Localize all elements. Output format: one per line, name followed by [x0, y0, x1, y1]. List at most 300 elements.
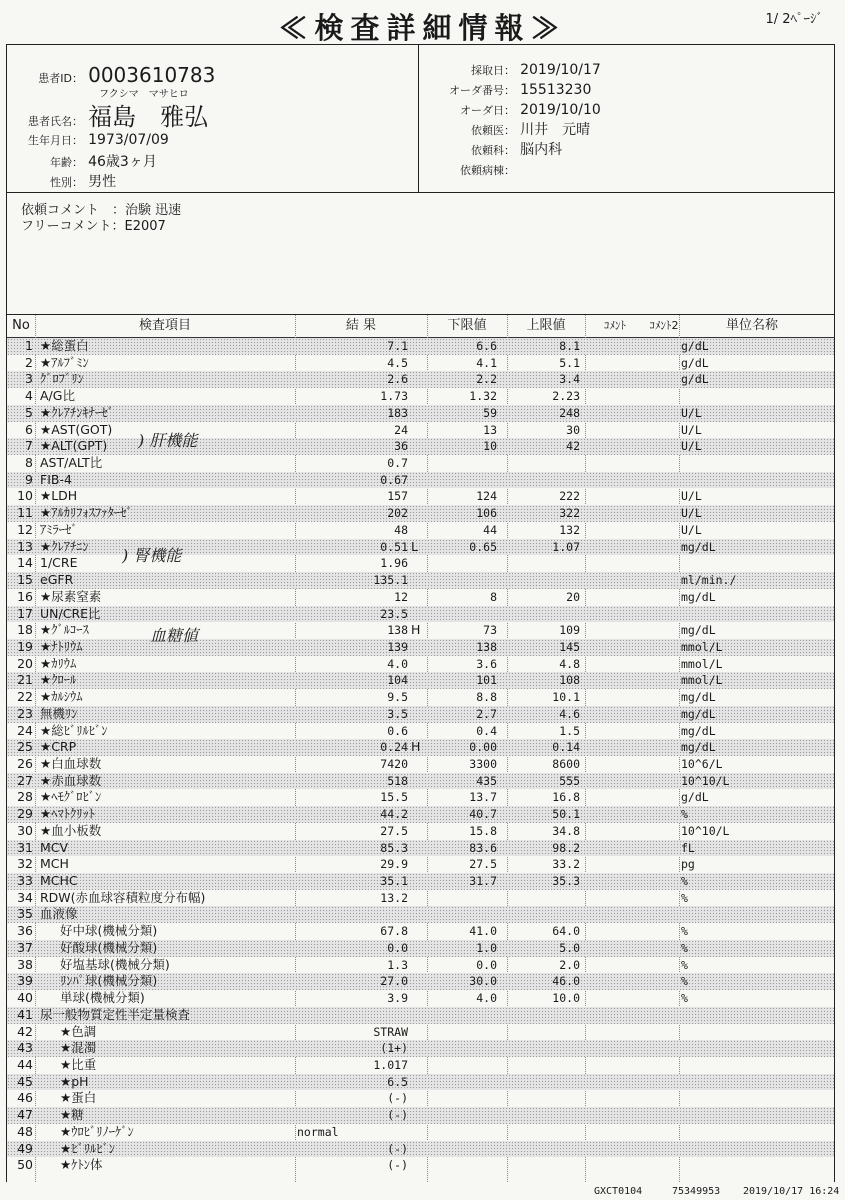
unit-name: mg/dL: [681, 623, 716, 638]
lower-limit: 0.65: [469, 539, 497, 554]
table-row: [7, 890, 834, 907]
lower-limit: [427, 572, 497, 589]
result-flag: [411, 656, 423, 673]
result-flag: [411, 672, 423, 689]
table-row: [7, 940, 834, 957]
unit-name: mmol/L: [681, 673, 723, 688]
header-comment2: ｺﾒﾝﾄ2: [649, 319, 679, 332]
upper-limit: [507, 1040, 580, 1057]
row-number: 49: [17, 1140, 33, 1156]
result-value: 7.1: [387, 339, 408, 353]
unit-name: [681, 455, 831, 472]
test-name: ★尿素窒素: [40, 588, 102, 604]
row-number: 20: [17, 655, 33, 671]
test-name: 尿一般物質定性半定量検査: [40, 1006, 191, 1022]
unit-name: [681, 1124, 831, 1141]
lower-limit: 59: [483, 405, 497, 420]
row-number: 33: [17, 873, 33, 889]
patient-id-label: 患者ID：: [38, 72, 83, 85]
handwritten-note-liver: ) 肝機能: [138, 431, 198, 450]
unit-name: g/dL: [681, 355, 709, 370]
row-number: 36: [17, 923, 33, 939]
result-flag: [411, 555, 423, 572]
lower-limit: [427, 1007, 497, 1024]
unit-name: pg: [681, 857, 695, 872]
result-flag: [411, 606, 423, 623]
lower-limit: [427, 1074, 497, 1091]
lower-limit: 0.4: [476, 723, 497, 738]
row-number: 19: [17, 638, 33, 654]
row-number: 27: [17, 772, 33, 788]
upper-limit: 8600: [552, 757, 580, 771]
order-no-row: [427, 79, 591, 98]
unit-name: %: [681, 974, 688, 989]
result-value: 35.1: [380, 874, 408, 889]
test-name: ★色調: [60, 1023, 97, 1039]
upper-limit: 1.5: [559, 723, 580, 738]
upper-limit: 145: [559, 639, 580, 654]
handwritten-note-sugar: 血糖値: [150, 626, 199, 645]
unit-name: g/dL: [681, 339, 709, 353]
header-unit: 単位名称: [725, 318, 778, 333]
table-row: [7, 1007, 834, 1024]
table-row: [7, 505, 834, 522]
table-row: [7, 706, 834, 723]
result-flag: [411, 789, 423, 806]
upper-limit: [507, 890, 580, 907]
result-flag: [411, 923, 423, 940]
unit-name: [681, 1107, 831, 1124]
result-flag: [411, 1157, 423, 1174]
result-value: 15.5: [380, 790, 408, 805]
unit-name: U/L: [681, 439, 702, 454]
table-row: [7, 1107, 834, 1124]
result-flag: [411, 823, 423, 840]
row-number: 40: [17, 990, 33, 1006]
sex-row: [21, 171, 116, 191]
upper-limit: 46.0: [552, 974, 580, 989]
upper-limit: [507, 1157, 580, 1174]
upper-limit: 98.2: [552, 840, 580, 855]
upper-limit: 10.0: [552, 991, 580, 1006]
result-value: 202: [387, 506, 408, 521]
test-name: ★混濁: [60, 1040, 97, 1056]
lower-limit: 101: [476, 673, 497, 688]
table-row: [7, 990, 834, 1007]
upper-limit: [507, 555, 580, 572]
dept-row: [427, 139, 562, 159]
row-number: 45: [17, 1073, 33, 1089]
lower-limit: [427, 890, 497, 907]
table-row: [7, 622, 834, 639]
test-name: 好中球(機械分類): [60, 923, 158, 939]
result-flag: [411, 973, 423, 990]
row-number: 41: [17, 1006, 33, 1022]
result-value: 104: [387, 673, 408, 688]
result-value: (1+): [380, 1041, 408, 1056]
upper-limit: 5.0: [559, 940, 580, 955]
lower-limit: 3300: [469, 757, 497, 771]
result-value: 135.1: [373, 573, 408, 588]
unit-name: U/L: [681, 422, 702, 437]
test-name: ★ｸﾛｰﾙ: [40, 672, 77, 688]
lower-limit: 31.7: [469, 874, 497, 889]
result-value: 0.51: [380, 539, 408, 554]
result-value: [295, 1007, 408, 1024]
test-name: ★AST(GOT): [40, 421, 113, 437]
unit-name: [681, 1024, 831, 1041]
table-row: [7, 1040, 834, 1057]
dob-label: 生年月日：: [28, 134, 83, 147]
row-number: 13: [17, 538, 33, 554]
result-value: 2.6: [387, 372, 408, 387]
unit-name: [681, 388, 831, 405]
unit-name: 10^6/L: [681, 757, 723, 771]
result-flag: [411, 505, 423, 522]
test-name: ★ｳﾛﾋﾞﾘﾉｰｹﾞﾝ: [60, 1123, 134, 1139]
unit-name: %: [681, 940, 688, 955]
lower-limit: [427, 455, 497, 472]
table-row: [7, 873, 834, 890]
row-number: 28: [17, 789, 33, 805]
test-name: ★pH: [60, 1073, 89, 1089]
result-flag: L: [411, 538, 418, 554]
table-row: [7, 1090, 834, 1107]
dept-label: 依頼科：: [471, 144, 515, 157]
page-indicator: 1/ 2ﾍﾟｰｼﾞ: [765, 12, 823, 27]
unit-name: [681, 1157, 831, 1174]
lower-limit: 27.5: [469, 857, 497, 872]
table-row: [7, 689, 834, 706]
test-name: ｸﾞﾛﾌﾞﾘﾝ: [40, 371, 84, 387]
row-number: 8: [25, 455, 33, 471]
result-flag: [411, 873, 423, 890]
row-number: 15: [17, 572, 33, 588]
test-name: 好塩基球(機械分類): [60, 956, 170, 972]
row-number: 39: [17, 973, 33, 989]
result-value: 138: [387, 623, 408, 638]
test-name: ★白血球数: [40, 756, 102, 771]
table-row: [7, 1057, 834, 1074]
upper-limit: 0.14: [552, 740, 580, 755]
unit-name: U/L: [681, 506, 702, 521]
result-flag: H: [411, 622, 421, 638]
test-name: ★ｸﾚｱﾁﾆﾝ: [40, 538, 89, 554]
lower-limit: [427, 1057, 497, 1074]
row-number: 50: [17, 1157, 33, 1173]
result-flag: [411, 639, 423, 656]
row-number: 12: [17, 521, 33, 537]
test-name: ★ｱﾙﾌﾞﾐﾝ: [40, 354, 89, 370]
unit-name: [681, 1040, 831, 1057]
table-row: [7, 488, 834, 505]
result-flag: [411, 1124, 423, 1141]
upper-limit: 132: [559, 522, 580, 537]
upper-limit: [507, 455, 580, 472]
result-flag: [411, 1090, 423, 1107]
upper-limit: 20: [566, 589, 580, 604]
unit-name: %: [681, 807, 688, 822]
row-number: 32: [17, 856, 33, 872]
table-row: [7, 789, 834, 806]
row-number: 30: [17, 822, 33, 838]
result-value: 29.9: [380, 857, 408, 872]
lower-limit: 83.6: [469, 840, 497, 855]
table-row: [7, 522, 834, 539]
row-number: 23: [17, 705, 33, 721]
upper-limit: [507, 1007, 580, 1024]
doctor-row: [427, 119, 590, 139]
upper-limit: 322: [559, 506, 580, 521]
result-flag: [411, 522, 423, 539]
dob-row: [21, 129, 169, 148]
result-flag: [411, 706, 423, 723]
row-number: 4: [25, 388, 33, 404]
header-no: No: [12, 318, 30, 333]
lower-limit: [427, 1090, 497, 1107]
unit-name: fL: [681, 840, 695, 855]
test-name: ﾘﾝﾊﾟ球(機械分類): [60, 973, 158, 989]
test-name: MCHC: [40, 873, 78, 889]
result-value: 85.3: [380, 840, 408, 855]
lower-limit: 6.6: [476, 339, 497, 353]
unit-name: mmol/L: [681, 656, 723, 671]
lower-limit: 41.0: [469, 924, 497, 939]
lower-limit: [427, 1157, 497, 1174]
dob-value: 1973/07/09: [88, 132, 169, 148]
lower-limit: [427, 1141, 497, 1158]
sex-value: 男性: [88, 174, 117, 190]
test-name: eGFR: [40, 572, 74, 588]
patient-name-row: [21, 97, 208, 132]
header-divider: [418, 45, 419, 192]
upper-limit: 33.2: [552, 857, 580, 872]
lower-limit: 2.2: [476, 372, 497, 387]
unit-name: [681, 1057, 831, 1074]
lower-limit: 13: [483, 422, 497, 437]
unit-name: [681, 606, 831, 623]
row-number: 6: [25, 421, 33, 437]
lower-limit: 3.6: [476, 656, 497, 671]
test-name: ★比重: [60, 1056, 97, 1072]
unit-name: %: [681, 874, 688, 889]
row-number: 25: [17, 739, 33, 755]
table-row: [7, 906, 834, 923]
unit-name: U/L: [681, 522, 702, 537]
row-number: 34: [17, 889, 33, 905]
result-value: 1.73: [380, 389, 408, 404]
unit-name: mg/dL: [681, 723, 716, 738]
ward-row: [427, 159, 515, 178]
order-date-row: [427, 99, 601, 118]
unit-name: [681, 1090, 831, 1107]
row-number: 14: [17, 555, 33, 571]
row-number: 31: [17, 839, 33, 855]
unit-name: [681, 906, 831, 923]
test-name: ★ﾍﾓｸﾞﾛﾋﾞﾝ: [40, 789, 102, 805]
test-name: RDW(赤血球容積粒度分布幅): [40, 889, 206, 905]
test-name: 単球(機械分類): [60, 990, 145, 1006]
table-row: [7, 388, 834, 405]
upper-limit: [507, 1024, 580, 1041]
result-value: 36: [394, 439, 408, 454]
lower-limit: 13.7: [469, 790, 497, 805]
test-name: AST/ALT比: [40, 455, 103, 471]
test-name: ★ALT(GPT): [40, 438, 108, 454]
upper-limit: 42: [566, 439, 580, 454]
test-name: ★ﾅﾄﾘｳﾑ: [40, 638, 83, 654]
result-flag: [411, 856, 423, 873]
upper-limit: [507, 1057, 580, 1074]
row-number: 11: [17, 505, 33, 521]
table-row: [7, 1074, 834, 1091]
result-flag: [411, 689, 423, 706]
table-row: [7, 723, 834, 740]
result-flag: [411, 472, 423, 489]
result-flag: [411, 1141, 423, 1158]
table-row: [7, 371, 834, 388]
order-no: 15513230: [520, 82, 592, 98]
lower-limit: 435: [476, 773, 497, 788]
test-name: 血液像: [40, 906, 78, 922]
upper-limit: [507, 1074, 580, 1091]
patient-id-row: [21, 63, 215, 87]
result-flag: [411, 455, 423, 472]
lower-limit: 4.1: [476, 355, 497, 370]
result-value: STRAW: [373, 1024, 408, 1039]
upper-limit: [507, 606, 580, 623]
upper-limit: 2.0: [559, 957, 580, 972]
upper-limit: [507, 472, 580, 489]
test-name: ★CRP: [40, 739, 77, 755]
header-upper: 上限値: [526, 318, 566, 333]
footer-code: 75349953: [672, 1186, 721, 1197]
table-row: [7, 1157, 834, 1174]
upper-limit: 64.0: [552, 924, 580, 939]
table-row: [7, 572, 834, 589]
unit-name: %: [681, 991, 688, 1006]
patient-name: 福島 雅弘: [88, 103, 209, 131]
test-name: 無機ﾘﾝ: [40, 705, 78, 721]
table-row: [7, 756, 834, 773]
row-number: 16: [17, 588, 33, 604]
result-flag: [411, 338, 423, 355]
unit-name: U/L: [681, 405, 702, 420]
order-date: 2019/10/10: [520, 102, 601, 118]
result-value: (-): [387, 1158, 408, 1173]
result-flag: [411, 488, 423, 505]
lower-limit: [427, 472, 497, 489]
test-name: 好酸球(機械分類): [60, 939, 158, 955]
result-flag: [411, 1107, 423, 1124]
upper-limit: 109: [559, 623, 580, 638]
lower-limit: 106: [476, 506, 497, 521]
order-date-label: オーダ日：: [460, 104, 515, 117]
upper-limit: 16.8: [552, 790, 580, 805]
footer-printed: 2019/10/17 16:24: [743, 1186, 840, 1197]
lower-limit: [427, 1124, 497, 1141]
doctor-value: 川井 元晴: [520, 122, 591, 138]
upper-limit: [507, 906, 580, 923]
lower-limit: 73: [483, 623, 497, 638]
table-row: [7, 656, 834, 673]
result-flag: [411, 806, 423, 823]
result-flag: [411, 355, 423, 372]
upper-limit: [507, 1107, 580, 1124]
table-header: [7, 315, 834, 338]
result-flag: [411, 773, 423, 790]
test-name: ★ﾍﾏﾄｸﾘｯﾄ: [40, 806, 95, 822]
lower-limit: 4.0: [476, 991, 497, 1006]
unit-name: 10^10/L: [681, 773, 730, 788]
table-row: [7, 957, 834, 974]
table-row: [7, 1024, 834, 1041]
ward-label: 依頼病棟：: [460, 164, 515, 177]
unit-name: [681, 472, 831, 489]
table-row: [7, 823, 834, 840]
table-row: [7, 639, 834, 656]
result-value: 44.2: [380, 807, 408, 822]
result-value: 4.0: [387, 656, 408, 671]
row-number: 9: [25, 471, 33, 487]
unit-name: mmol/L: [681, 639, 723, 654]
result-value: 27.0: [380, 974, 408, 989]
upper-limit: [507, 1090, 580, 1107]
test-name: MCV: [40, 839, 69, 855]
table-row: [7, 773, 834, 790]
upper-limit: 34.8: [552, 823, 580, 838]
table-row: [7, 606, 834, 623]
header-result: 結 果: [345, 318, 377, 333]
row-number: 24: [17, 722, 33, 738]
result-flag: [411, 906, 423, 923]
result-value: normal: [297, 1124, 339, 1139]
result-flag: [411, 990, 423, 1007]
result-flag: [411, 572, 423, 589]
result-flag: [411, 438, 423, 455]
result-value: 0.7: [387, 456, 408, 471]
row-number: 42: [17, 1023, 33, 1039]
result-value: 48: [394, 522, 408, 537]
upper-limit: 555: [559, 773, 580, 788]
patient-order-header: [6, 44, 835, 193]
unit-name: [681, 1141, 831, 1158]
unit-name: ml/min./: [681, 573, 737, 588]
row-number: 47: [17, 1107, 33, 1123]
row-number: 2: [25, 354, 33, 370]
unit-name: %: [681, 890, 688, 905]
lower-limit: 30.0: [469, 974, 497, 989]
dept-value: 脳内科: [520, 142, 563, 158]
table-row: [7, 589, 834, 606]
result-value: 3.5: [387, 706, 408, 721]
table-row: [7, 338, 834, 355]
result-flag: [411, 723, 423, 740]
result-flag: [411, 940, 423, 957]
test-name: ★ｸﾚｱﾁﾝｷﾅｰｾﾞ: [40, 404, 114, 420]
test-name: ★ｱﾙｶﾘﾌｫｽﾌｧﾀｰｾﾞ: [40, 505, 133, 521]
result-value: 12: [394, 589, 408, 604]
result-flag: [411, 1074, 423, 1091]
age-value: 46歳3ヶ月: [88, 154, 157, 170]
result-value: 1.3: [387, 957, 408, 972]
row-number: 18: [17, 622, 33, 638]
result-value: 4.5: [387, 355, 408, 370]
table-row: [7, 973, 834, 990]
result-flag: [411, 756, 423, 773]
unit-name: %: [681, 957, 688, 972]
age-label: 年齢：: [50, 156, 83, 169]
